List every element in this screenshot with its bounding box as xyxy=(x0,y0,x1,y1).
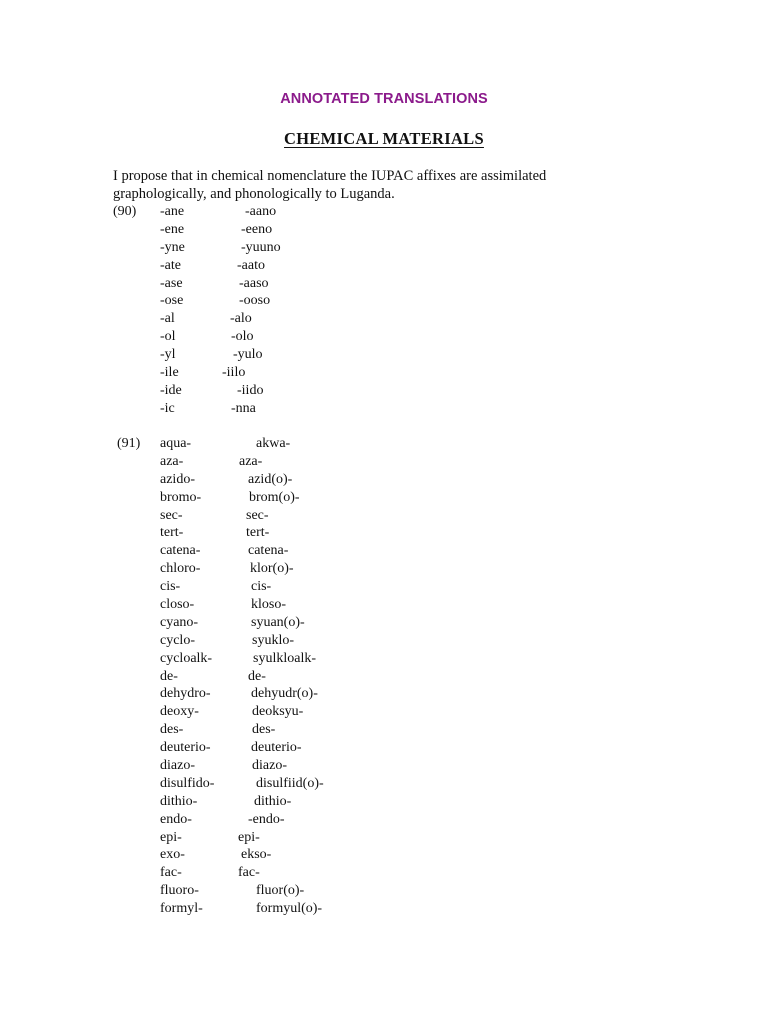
iupac-affix: aqua- xyxy=(160,436,192,451)
affix-row xyxy=(113,239,413,257)
luganda-affix: -eeno xyxy=(241,221,273,237)
affix-row xyxy=(113,882,413,900)
iupac-affix: -ide xyxy=(160,382,182,398)
luganda-affix: -endo- xyxy=(248,811,285,827)
iupac-affix: -ate xyxy=(160,257,181,273)
iupac-affix: cyano- xyxy=(160,614,199,630)
affix-row xyxy=(113,739,413,757)
affix-row xyxy=(113,310,413,328)
iupac-affix: -yl xyxy=(160,347,176,363)
affix-row xyxy=(113,346,413,364)
luganda-affix: -iilo xyxy=(222,365,246,381)
luganda-affix: syulkloalk- xyxy=(253,650,316,666)
affix-row xyxy=(113,900,413,918)
iupac-affix: deoxy- xyxy=(160,704,199,720)
luganda-affix: azid(o)- xyxy=(248,471,293,487)
iupac-affix: cycloalk- xyxy=(160,650,213,666)
affix-row xyxy=(113,811,413,829)
affix-row xyxy=(113,221,413,239)
affix-row xyxy=(113,453,413,471)
luganda-affix: deuterio- xyxy=(251,740,302,756)
luganda-affix: tert- xyxy=(246,525,270,541)
affix-row xyxy=(113,775,413,793)
iupac-affix: bromo- xyxy=(160,489,202,505)
iupac-affix: -ol xyxy=(160,329,176,345)
iupac-affix: chloro- xyxy=(160,561,201,577)
affix-row xyxy=(113,435,413,453)
affix-row xyxy=(113,757,413,775)
affix-row xyxy=(113,864,413,882)
iupac-affix: dithio- xyxy=(160,793,198,809)
iupac-affix: catena- xyxy=(160,543,201,559)
luganda-affix: ekso- xyxy=(241,847,272,863)
intro-paragraph xyxy=(113,167,633,203)
iupac-affix: formyl- xyxy=(160,901,203,917)
iupac-affix: -yne xyxy=(160,239,185,255)
luganda-affix: deoksyu- xyxy=(252,704,304,720)
iupac-affix: -ile xyxy=(160,365,179,381)
iupac-affix: -ene xyxy=(160,221,185,237)
iupac-affix: cis- xyxy=(160,579,181,595)
affix-list-91 xyxy=(113,435,413,918)
iupac-affix: fluoro- xyxy=(160,883,199,899)
affix-row xyxy=(113,275,413,293)
affix-row xyxy=(113,364,413,382)
affix-row xyxy=(113,578,413,596)
luganda-affix: disulfiid(o)- xyxy=(256,775,324,791)
iupac-affix: disulfido- xyxy=(160,775,215,791)
affix-row xyxy=(113,703,413,721)
example-number: (91) xyxy=(117,436,141,451)
affix-row xyxy=(113,829,413,847)
iupac-affix: exo- xyxy=(160,847,185,863)
luganda-affix: aza- xyxy=(239,453,263,469)
iupac-affix: aza- xyxy=(160,453,184,469)
luganda-affix: -iido xyxy=(237,382,264,398)
affix-row xyxy=(113,685,413,703)
intro-line: I propose that in chemical nomenclature the IUPAC affixes are assimilated xyxy=(113,168,547,184)
luganda-affix: syuklo- xyxy=(252,632,294,648)
iupac-affix: closo- xyxy=(160,597,195,613)
iupac-affix: sec- xyxy=(160,507,183,523)
iupac-affix: cyclo- xyxy=(160,632,195,648)
affix-row xyxy=(113,793,413,811)
document-title xyxy=(0,129,768,149)
affix-list-90 xyxy=(113,203,413,418)
luganda-affix: klor(o)- xyxy=(250,561,294,577)
affix-row xyxy=(113,257,413,275)
iupac-affix: -ic xyxy=(160,400,175,416)
iupac-affix: diazo- xyxy=(160,758,195,774)
luganda-affix: -alo xyxy=(230,311,252,327)
affix-row xyxy=(113,489,413,507)
iupac-affix: tert- xyxy=(160,525,184,541)
affix-row xyxy=(113,328,413,346)
iupac-affix: de- xyxy=(160,668,178,684)
luganda-affix: fac- xyxy=(238,865,260,881)
affix-row xyxy=(113,382,413,400)
luganda-affix: -aato xyxy=(237,257,265,273)
iupac-affix: endo- xyxy=(160,811,192,827)
luganda-affix: catena- xyxy=(248,543,289,559)
affix-row xyxy=(113,203,413,221)
affix-row xyxy=(113,846,413,864)
luganda-affix: sec- xyxy=(246,507,269,523)
luganda-affix: -ooso xyxy=(239,293,271,309)
iupac-affix: -ane xyxy=(160,204,185,219)
affix-row xyxy=(113,292,413,310)
luganda-affix: brom(o)- xyxy=(249,489,300,505)
luganda-affix: -nna xyxy=(231,400,256,416)
affix-row xyxy=(113,542,413,560)
luganda-affix: -aaso xyxy=(239,275,269,291)
iupac-affix: -ase xyxy=(160,275,183,291)
luganda-affix: -yuuno xyxy=(241,239,281,255)
intro-line: graphologically, and phonologically to Luganda. xyxy=(113,186,395,202)
affix-row xyxy=(113,632,413,650)
luganda-affix: syuan(o)- xyxy=(251,614,305,630)
iupac-affix: des- xyxy=(160,722,184,738)
luganda-affix: des- xyxy=(252,722,276,738)
luganda-affix: -olo xyxy=(231,329,254,345)
affix-row xyxy=(113,471,413,489)
affix-row xyxy=(113,721,413,739)
luganda-affix: fluor(o)- xyxy=(256,883,305,899)
affix-row xyxy=(113,596,413,614)
iupac-affix: azido- xyxy=(160,471,195,487)
affix-row xyxy=(113,650,413,668)
affix-row xyxy=(113,614,413,632)
iupac-affix: -al xyxy=(160,311,175,327)
iupac-affix: -ose xyxy=(160,293,184,309)
luganda-affix: dithio- xyxy=(254,793,292,809)
document-title-text: CHEMICAL MATERIALS xyxy=(284,129,484,148)
luganda-affix: epi- xyxy=(238,829,260,845)
affix-row xyxy=(113,524,413,542)
example-number: (90) xyxy=(113,204,137,219)
luganda-affix: -aano xyxy=(245,204,277,219)
luganda-affix: dehyudr(o)- xyxy=(251,686,318,702)
luganda-affix: akwa- xyxy=(256,436,291,451)
affix-row xyxy=(113,400,413,418)
affix-row xyxy=(113,507,413,525)
iupac-affix: epi- xyxy=(160,829,182,845)
iupac-affix: deuterio- xyxy=(160,740,211,756)
luganda-affix: cis- xyxy=(251,579,272,595)
section-title: ANNOTATED TRANSLATIONS xyxy=(280,91,488,107)
luganda-affix: de- xyxy=(248,668,266,684)
iupac-affix: dehydro- xyxy=(160,686,211,702)
affix-row xyxy=(113,560,413,578)
iupac-affix: fac- xyxy=(160,865,182,881)
luganda-affix: diazo- xyxy=(252,758,287,774)
affix-row xyxy=(113,668,413,686)
luganda-affix: kloso- xyxy=(251,597,286,613)
luganda-affix: -yulo xyxy=(233,347,263,363)
luganda-affix: formyul(o)- xyxy=(256,901,323,917)
